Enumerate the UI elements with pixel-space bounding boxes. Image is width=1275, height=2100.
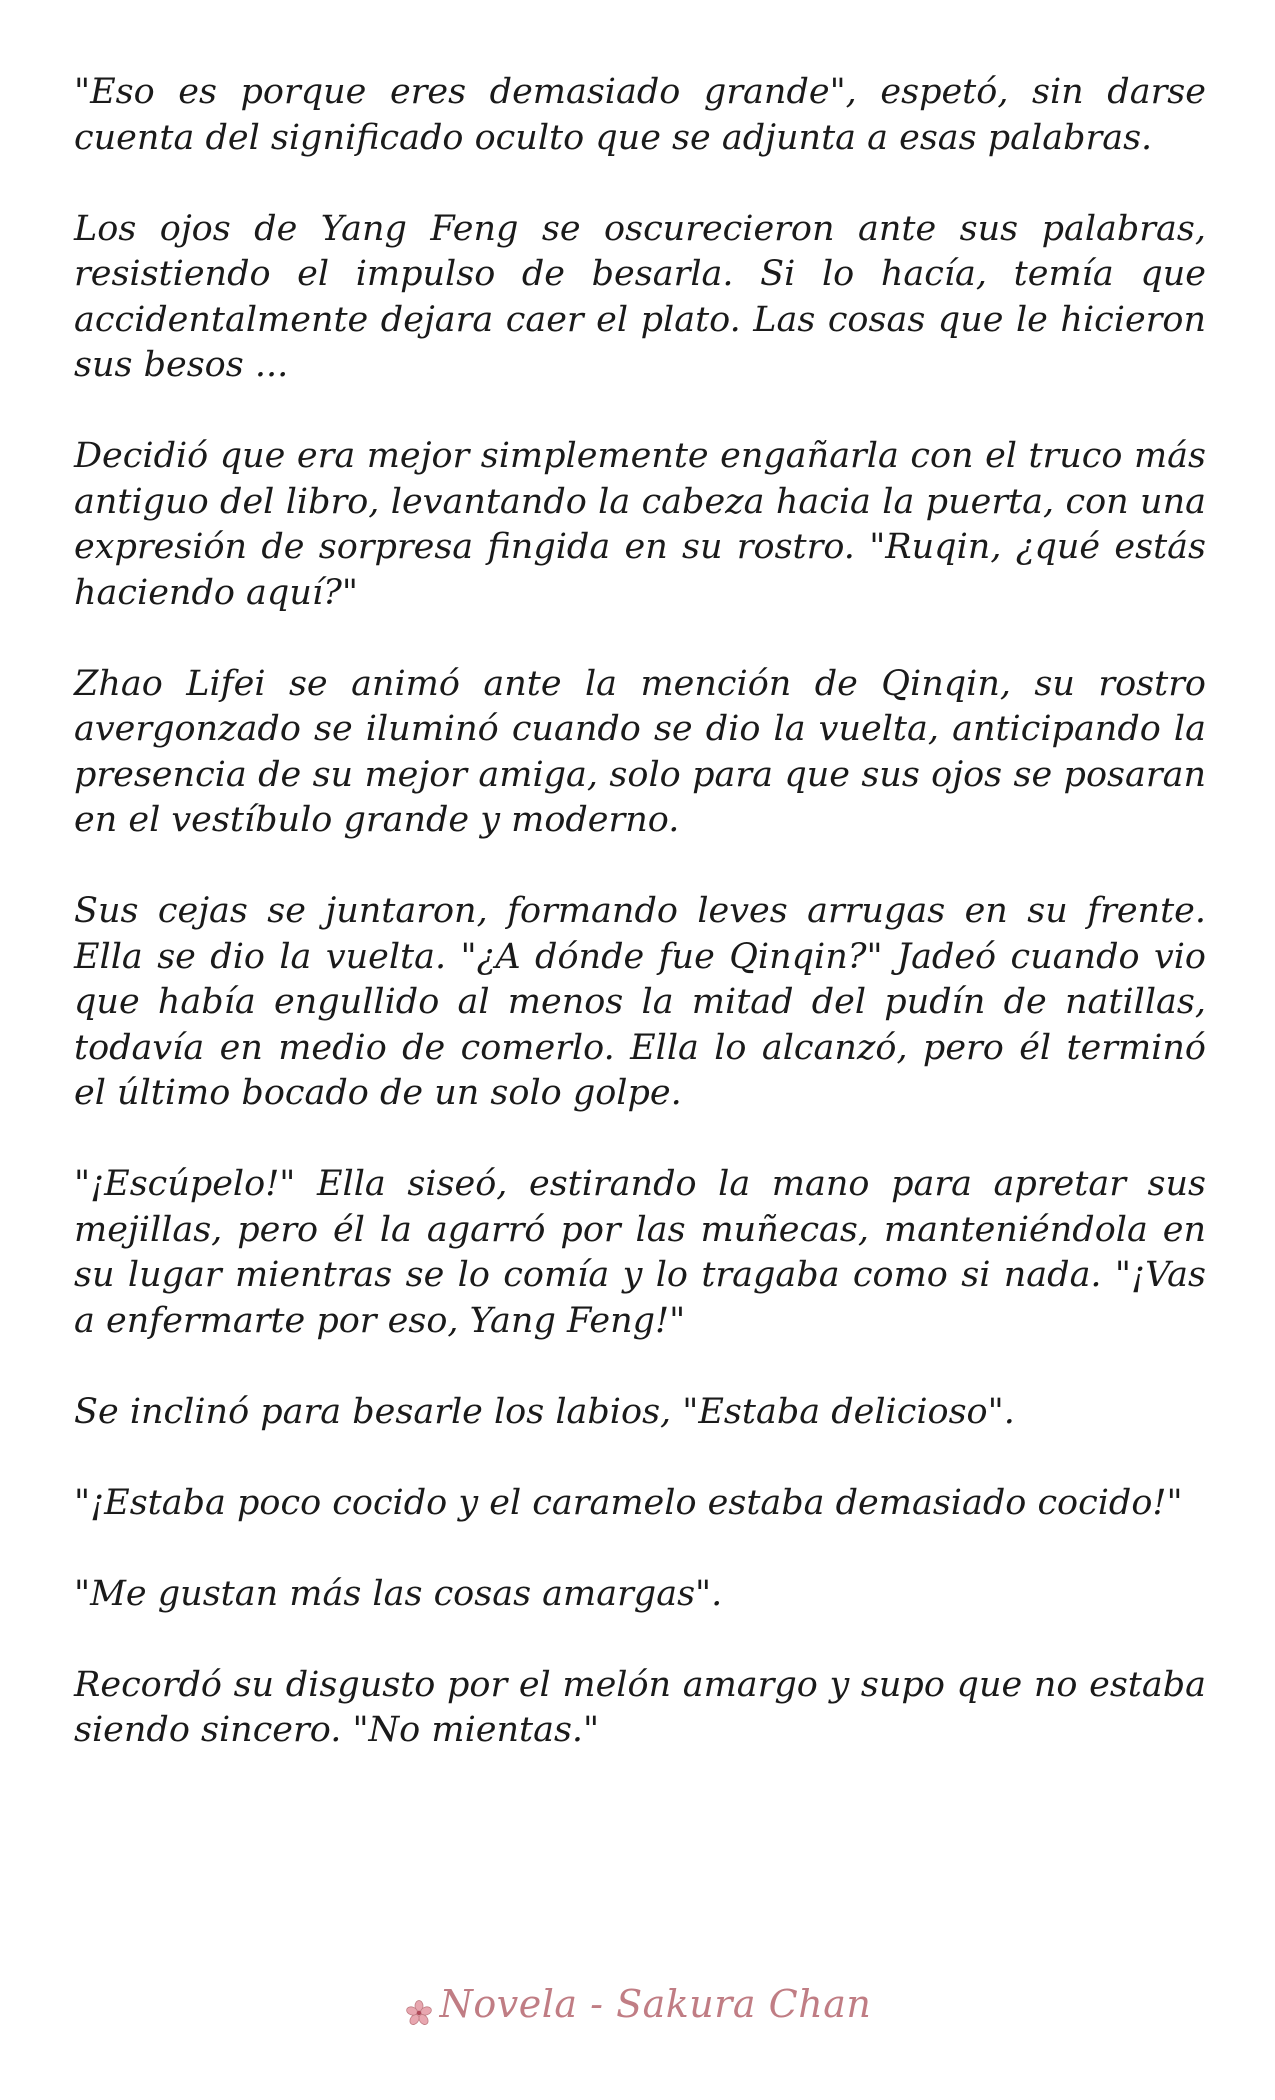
paragraph-8: "¡Estaba poco cocido y el caramelo estaba demasiado cocido!" (74, 1482, 1183, 1523)
paragraph-10: Recordó su disgusto por el melón amargo y supo que no estaba siendo sincero. "No mientas." (74, 1664, 1206, 1750)
paragraph-4: Zhao Lifei se animó ante la mención de Qinqin, su rostro avergonzado se iluminó cuando se dio la vuelta, anticipando la presencia de su mejor amiga, solo para que sus ojos se posaran en el vestíbulo grande y moderno. (74, 663, 1206, 840)
paragraph-7: Se inclinó para besarle los labios, "Estaba delicioso". (74, 1391, 1015, 1432)
paragraph-1: "Eso es porque eres demasiado grande", espetó, sin darse cuenta del significado oculto que se adjunta a esas palabras. (74, 72, 1206, 158)
paragraph-9: "Me gustan más las cosas amargas". (74, 1573, 723, 1614)
sakura-flower-icon (404, 1993, 434, 2023)
paragraph-3: Decidió que era mejor simplemente engañarla con el truco más antiguo del libro, levantando la cabeza hacia la puerta, con una expresión de sorpresa fingida en su rostro. "Ruqin, ¿qué estás haciendo aquí?" (74, 436, 1206, 613)
document-body (74, 70, 1206, 1799)
watermark-footer (0, 1982, 1275, 2026)
paragraph-6: "¡Escúpelo!" Ella siseó, estirando la mano para apretar sus mejillas, pero él la agarró por las muñecas, manteniéndola en su lugar mientras se lo comía y lo tragaba como si nada. "¡Vas a enfermarte por eso, Yang Feng!" (74, 1164, 1206, 1341)
footer-text: Novela - Sakura Chan (439, 1982, 872, 2026)
paragraph-5: Sus cejas se juntaron, formando leves arrugas en su frente. Ella se dio la vuelta. "¿A dónde fue Qinqin?" Jadeó cuando vio que había engullido al menos la mitad del pudín de natillas, todavía en medio de comerlo. Ella lo alcanzó, pero él terminó el último bocado de un solo golpe. (74, 891, 1206, 1113)
paragraph-2: Los ojos de Yang Feng se oscurecieron ante sus palabras, resistiendo el impulso de besarla. Si lo hacía, temía que accidentalmente dejara caer el plato. Las cosas que le hicieron sus besos ... (74, 208, 1206, 385)
